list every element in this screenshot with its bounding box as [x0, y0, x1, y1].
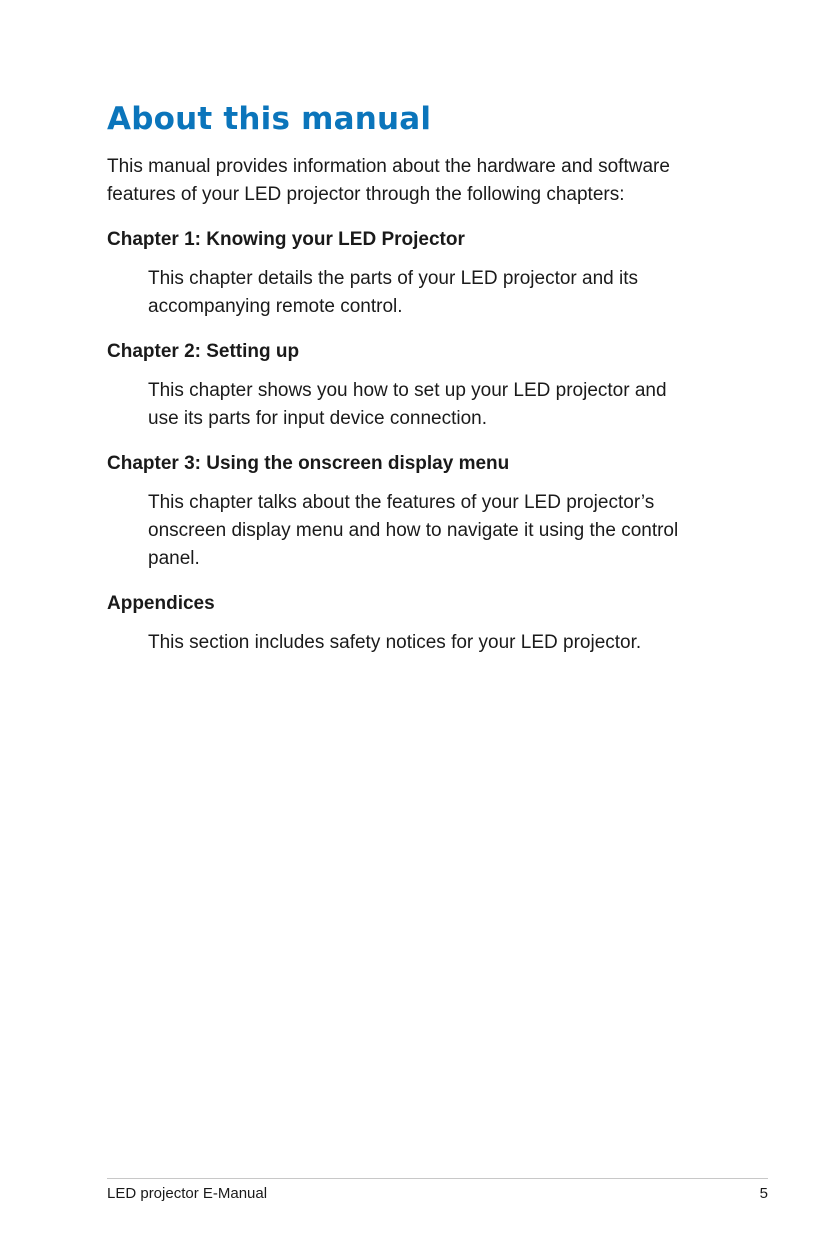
chapter-3-heading: Chapter 3: Using the onscreen display menu: [107, 453, 510, 474]
footer-document-name: LED projector E-Manual: [107, 1185, 268, 1202]
appendices-description: [148, 629, 748, 657]
chapter-3-description: [148, 489, 748, 573]
description-line: use its parts for input device connection.: [148, 408, 488, 429]
chapter-2-heading: Chapter 2: Setting up: [107, 341, 300, 362]
description-line: This chapter details the parts of your LED projector and its: [148, 268, 639, 289]
description-line: onscreen display menu and how to navigate it using the control: [148, 520, 679, 541]
intro-line: features of your LED projector through the following chapters:: [107, 184, 625, 205]
description-line: This chapter shows you how to set up your LED projector and: [148, 380, 667, 401]
page-title: About this manual: [107, 101, 432, 137]
description-line: This section includes safety notices for your LED projector.: [148, 632, 642, 653]
page-number: 5: [759, 1185, 768, 1202]
intro-line: This manual provides information about the hardware and software: [107, 156, 670, 177]
appendices-heading: Appendices: [107, 593, 215, 614]
chapter-2-description: [148, 377, 748, 433]
footer-divider: [107, 1178, 768, 1179]
description-line: This chapter talks about the features of your LED projector’s: [148, 492, 655, 513]
chapter-1-description: [148, 265, 748, 321]
description-line: accompanying remote control.: [148, 296, 403, 317]
description-line: panel.: [148, 548, 200, 569]
intro-paragraph: [107, 153, 747, 209]
chapter-1-heading: Chapter 1: Knowing your LED Projector: [107, 229, 465, 250]
